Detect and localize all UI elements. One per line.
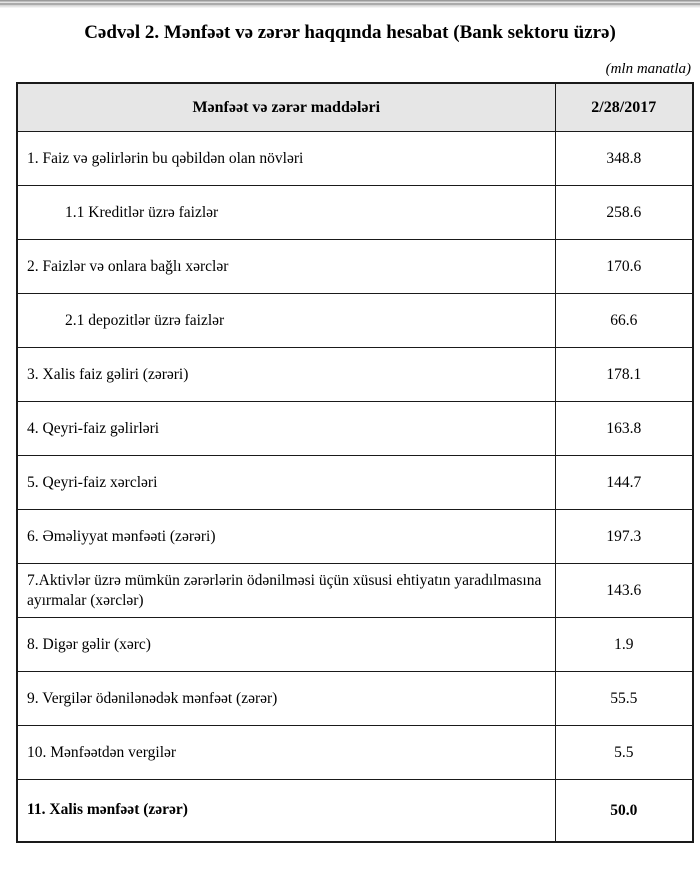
- row-label: 4. Qeyri-faiz gəlirləri: [17, 402, 555, 456]
- row-value: 55.5: [555, 672, 693, 726]
- row-label: 2. Faizlər və onlara bağlı xərclər: [17, 240, 555, 294]
- table-row-total: [17, 780, 693, 842]
- row-label: 6. Əməliyyat mənfəəti (zərəri): [17, 510, 555, 564]
- row-value: 178.1: [555, 348, 693, 402]
- row-label: 5. Qeyri-faiz xərcləri: [17, 456, 555, 510]
- table-row: [17, 132, 693, 186]
- table-row: [17, 348, 693, 402]
- table-row: [17, 618, 693, 672]
- row-value: 163.8: [555, 402, 693, 456]
- row-label: 1.1 Kreditlər üzrə faizlər: [17, 186, 555, 240]
- table-row: [17, 726, 693, 780]
- profit-loss-table: [16, 82, 694, 843]
- table-row: [17, 456, 693, 510]
- table-row: [17, 294, 693, 348]
- row-label: 2.1 depozitlər üzrə faizlər: [17, 294, 555, 348]
- table-row: [17, 510, 693, 564]
- column-header-items: Mənfəət və zərər maddələri: [17, 83, 555, 132]
- table-row: [17, 672, 693, 726]
- top-divider-strip: [0, 0, 700, 8]
- unit-note: (mln manatla): [605, 60, 691, 77]
- row-label: 11. Xalis mənfəət (zərər): [17, 780, 555, 842]
- row-label: 1. Faiz və gəlirlərin bu qəbildən olan növləri: [17, 132, 555, 186]
- table-row: [17, 240, 693, 294]
- row-value: 197.3: [555, 510, 693, 564]
- row-value: 50.0: [555, 780, 693, 842]
- table-row: [17, 564, 693, 618]
- row-label: 3. Xalis faiz gəliri (zərəri): [17, 348, 555, 402]
- row-value: 144.7: [555, 456, 693, 510]
- column-header-date: 2/28/2017: [555, 83, 693, 132]
- row-label: 10. Mənfəətdən vergilər: [17, 726, 555, 780]
- table-header-row: [17, 83, 693, 132]
- row-value: 170.6: [555, 240, 693, 294]
- row-label: 7.Aktivlər üzrə mümkün zərərlərin ödənilməsi üçün xüsusi ehtiyatın yaradılmasına ayırmalar (xərclər): [17, 564, 555, 618]
- row-value: 258.6: [555, 186, 693, 240]
- row-label: 8. Digər gəlir (xərc): [17, 618, 555, 672]
- row-value: 143.6: [555, 564, 693, 618]
- row-value: 348.8: [555, 132, 693, 186]
- row-value: 66.6: [555, 294, 693, 348]
- table-row: [17, 402, 693, 456]
- row-label: 9. Vergilər ödənilənədək mənfəət (zərər): [17, 672, 555, 726]
- page-title: Cədvəl 2. Mənfəət və zərər haqqında hesabat (Bank sektoru üzrə): [84, 22, 616, 43]
- row-value: 5.5: [555, 726, 693, 780]
- row-value: 1.9: [555, 618, 693, 672]
- table-row: [17, 186, 693, 240]
